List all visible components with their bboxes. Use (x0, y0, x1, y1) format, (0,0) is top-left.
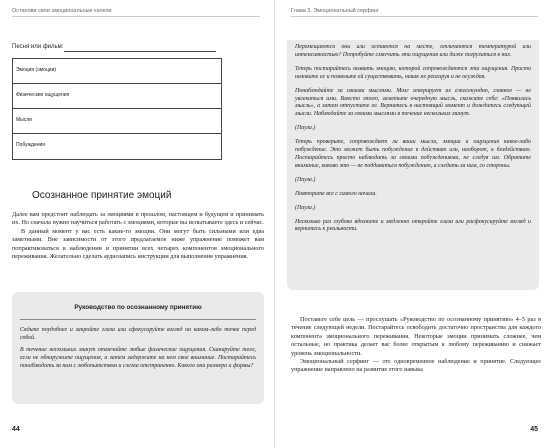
guide-rule (20, 319, 256, 320)
guide-paragraph: Несколько раз глубоко вдохните и медленно откройте глаза или расфокусируйте взгляд и вернитесь к реальности. (295, 218, 531, 233)
guide-paragraph: Понаблюдайте за своими мыслями. Мозг генерирует их ежесекундно, главное — не увлекаться ими. Вместо этого, заметьте очередную мысль, скажите себе: «Появилась мысль», а затем отпустите ее. Вернитесь в настоящий момент и дождитесь следующей мысли. Наблюдайте за своими мыслями в течение нескольких минут. (295, 87, 531, 118)
guide-paragraph: (Пауза.) (295, 204, 316, 211)
guide-paragraph: (Пауза.) (295, 176, 316, 183)
guide-box (12, 292, 264, 404)
header-rule (12, 16, 260, 17)
guide-text (20, 326, 256, 370)
left-body-text (12, 211, 264, 261)
page-number: 45 (530, 426, 538, 433)
paragraph: В данный момент у вас есть какие-то эмоции. Они могут быть сильными или едва заметными. Вне зависимости от этого предлагаемое ниже упражнение поможет вам попрактиковаться в наблюдении и принятии всех четырех компонентов эмоционального переживания. Желательно сделать аудиозапись инструкции для выполнения упражнения. (12, 227, 264, 261)
guide-title: Руководство по осознанному принятию (74, 304, 202, 311)
form-table (12, 58, 222, 160)
form-row-physical: Физические ощущения (13, 84, 221, 109)
form-row-urges: Побуждения (16, 142, 45, 148)
page-number: 44 (12, 426, 20, 433)
guide-paragraph: Сядьте поудобнее и закройте глаза или сфокусируйте взгляд на каком-либо точке перед собой. (20, 327, 256, 341)
guide-paragraph: Перемещаются они или остаются на месте, отличаются температурой или интенсивностью? Попробуйте смягчить эти ощущения или даже погрузиться в них. (295, 44, 531, 58)
paragraph: Поставьте себе цель — прослушать «Руководство по осознанному принятию» 4–5 раз в течение следующей недели. Постарайтесь освободить достаточно пространства для каждого компонента эмоционального переживания. Некоторые эмоции принимать сложнее, чем остальные, но практика делает вас более открытым к любому переживанию и снижает уровень эмоциональности. (291, 316, 541, 357)
form-row-thoughts: Мысли (13, 109, 221, 134)
paragraph: Далее вам предстоит наблюдать за эмоциями в прошлом, настоящем и будущем и принимать их. Но сначала нужно научиться работать с эмоциями, которые вы испытываете здесь и сейчас. (12, 211, 264, 227)
guide-paragraph: Повторите все с самого начала. (295, 190, 377, 197)
guide-paragraph: (Пауза.) (295, 125, 316, 132)
guide-box-continued (287, 40, 539, 290)
running-head: Останови свои эмоциональные качели (12, 8, 112, 14)
form-row-emotion: Эмоция (эмоции) (13, 59, 221, 84)
section-heading: Осознанное принятие эмоций (32, 190, 172, 201)
right-page (275, 0, 550, 448)
running-head: Глава 3. Эмоциональный серфинг (291, 8, 379, 14)
guide-paragraph: Теперь проверьте, сопровождает ли ваши мысли, эмоции и ощущения какое-либо побуждение. Это может быть побуждение к действию или, наоборот, к бездействию. Постарайтесь просто наблюдать за своими побуждениями, не следуя им. Обратите внимание, каково это — не поддаваться побуждению, а следить за ним, со стороны. (295, 139, 531, 169)
form-title-line (64, 51, 216, 52)
paragraph: Эмоциональный серфинг — это одновременное наблюдение и принятие. Следующее упражнение направлено на развитие этого навыка (291, 358, 541, 374)
header-rule (291, 16, 538, 17)
right-body-text (291, 316, 541, 375)
guide-paragraph: В течение нескольких минут отмечайте любые физические ощущения. Сканируйте тело, если не обнаружите ощущения, а затем задержите на нем свое внимание. Постарайтесь понаблюдать за ним с любопытством и слегка отстраненно. Какого они размера и формы? (20, 347, 256, 369)
form-title: Песня или фильм: (12, 44, 64, 50)
guide-paragraph: Теперь постарайтесь назвать эмоцию, которой сопровождаются эти ощущения. Просто назовите ее и позвольте ей существовать, никак не реагируя и не осуждая. (295, 65, 531, 80)
